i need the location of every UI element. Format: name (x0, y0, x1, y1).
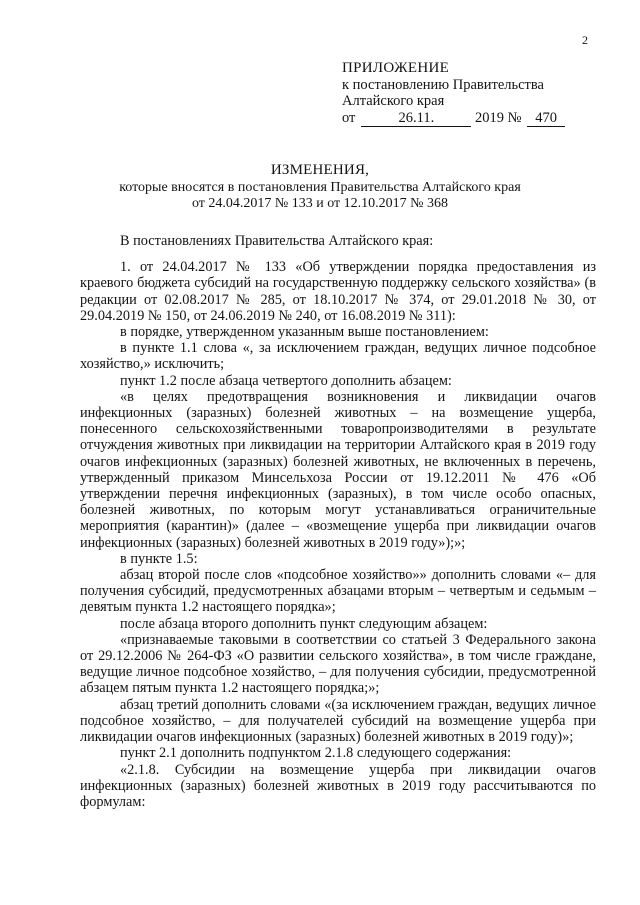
paragraph: пункт 2.1 дополнить подпунктом 2.1.8 следующего содержания: (120, 745, 512, 762)
document-title: ИЗМЕНЕНИЯ, (270, 162, 370, 178)
paragraph: абзац третий дополнить словами «(за исключением граждан, ведущих личное подсобное хозяйство, – для получателей субсидий на возмещение ущерба при ликвидации очагов инфекционных (заразных) болезней животных в 2019 году)»; (80, 696, 596, 746)
appendix-title: ПРИЛОЖЕНИЕ (342, 60, 450, 76)
paragraph: «в целях предотвращения возникновения и ликвидации очагов инфекционных (заразных) болезней животных – на возмещение ущерба, понесенного сельскохозяйственными товаропроизводителями в результате отчуждения животных при ликвидации на территории Алтайского края в 2019 году очагов инфекционных (заразных) болезней животных, не включенных в перечень, утвержденный приказом Минсельхоза России от 19.12.2011 № 476 «Об утверждении перечня инфекционных (заразных), в том числе особо опасных, болезней животных, по которым могут устанавливаться ограничительные мероприятия (карантин)» (далее – «возмещение ущерба при ликвидации очагов инфекционных (заразных) болезней животных в 2019 году»);»; (80, 388, 596, 551)
paragraph: абзац второй после слов «подсобное хозяйство»» дополнить словами «– для получения субсидий, предусмотренных абзацами вторым – четвертым и седьмым – девятым пункта 1.2 настоящего порядка»; (80, 567, 596, 616)
appendix-line: Алтайского края (342, 93, 445, 109)
paragraph: «признаваемые таковыми в соответствии со статьей 3 Федерального закона от 29.12.2006 № 264-ФЗ «О развитии сельского хозяйства», в том числе граждане, ведущие личное подсобное хозяйство, – для получения субсидии, предусмотренной абзацем пятым пункта 1.2 настоящего порядка;»; (80, 631, 596, 697)
paragraph: в порядке, утвержденном указанным выше постановлением: (120, 324, 489, 341)
document-subtitle-line: от 24.04.2017 № 133 и от 12.10.2017 № 368 (191, 196, 449, 211)
paragraph: В постановлениях Правительства Алтайского края: (120, 233, 434, 249)
page-number: 2 (582, 33, 588, 47)
paragraph: «2.1.8. Субсидии на возмещение ущерба при ликвидации очагов инфекционных (заразных) болезней животных в 2019 году рассчитываются по формулам: (80, 761, 596, 810)
decree-number: 470 (527, 110, 565, 127)
appendix-date-line (342, 110, 565, 127)
from-label: от (342, 109, 356, 126)
appendix-line: к постановлению Правительства (342, 76, 544, 93)
paragraph: в пункте 1.1 слова «, за исключением граждан, ведущих личное подсобное хозяйство,» исключить; (80, 340, 596, 373)
paragraph: после абзаца второго дополнить пункт следующим абзацем: (120, 615, 488, 632)
paragraph: пункт 1.2 после абзаца четвертого дополнить абзацем: (120, 372, 452, 389)
paragraph: 1. от 24.04.2017 № 133 «Об утверждении порядка предоставления из краевого бюджета субсидий на государственную поддержку сельского хозяйства» (в редакции от 02.08.2017 № 285, от 18.10.2017 № 374, от 29.01.2018 № 30, от 29.04.2019 № 150, от 24.06.2019 № 240, от 16.08.2019 № 311): (80, 259, 596, 324)
decree-date: 26.11. (361, 110, 471, 127)
year-number-label: 2019 № (475, 109, 522, 126)
document-subtitle-line: которые вносятся в постановления Правительства Алтайского края (119, 180, 521, 195)
paragraph: в пункте 1.5: (120, 550, 198, 567)
appendix-header (342, 60, 565, 127)
document-body (80, 233, 596, 810)
